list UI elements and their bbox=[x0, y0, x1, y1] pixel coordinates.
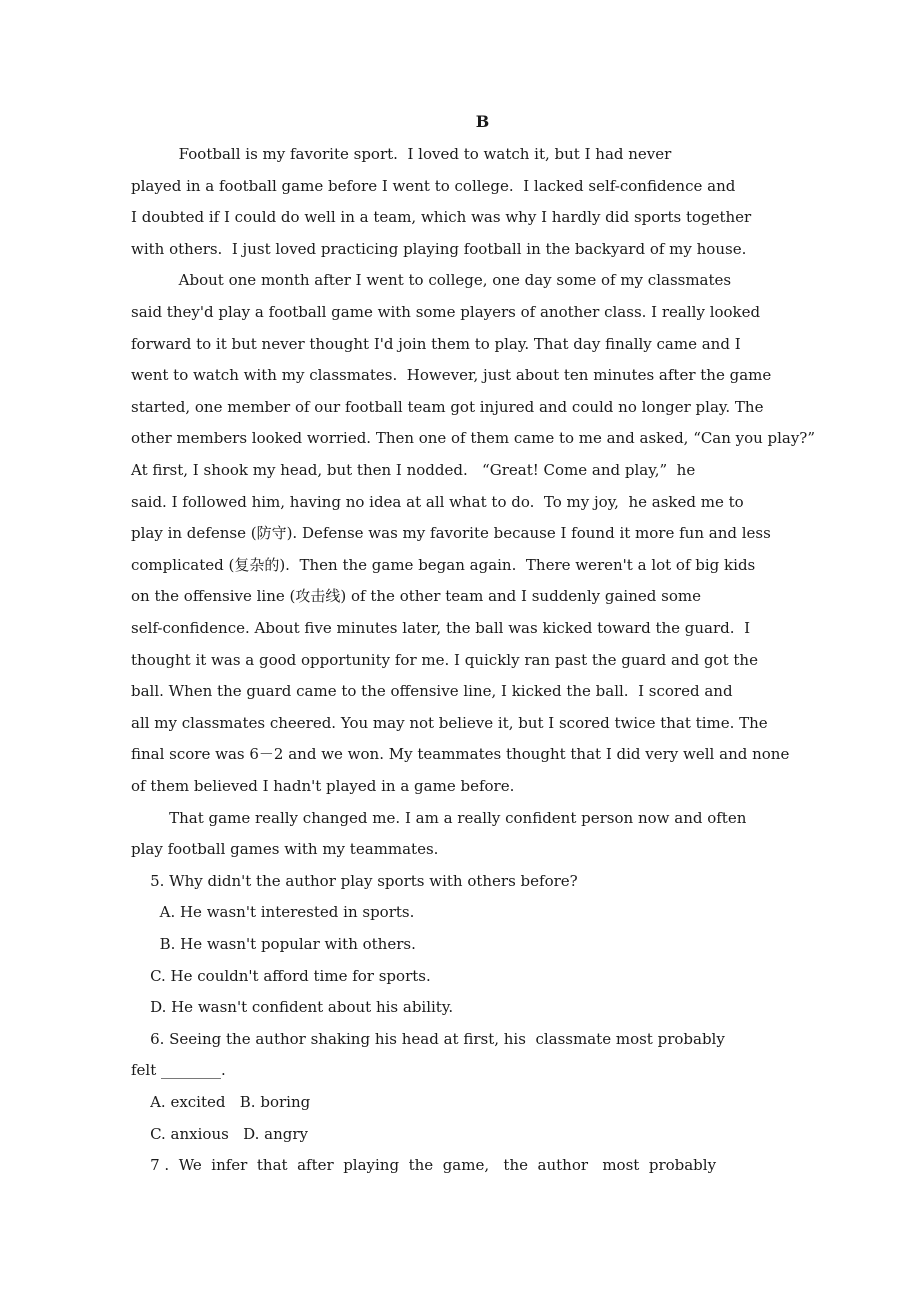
passage-line: At first, I shook my head, but then I nodded. “Great! Come and play,” he bbox=[131, 461, 696, 479]
passage-line: That game really changed me. I am a really confident person now and often bbox=[131, 808, 747, 827]
question-5-option-a: A. He wasn't interested in sports. bbox=[131, 903, 415, 922]
passage-line: play in defense (防守). Defense was my favorite because I found it more fun and less bbox=[131, 524, 771, 543]
passage-line: final score was 6－2 and we won. My teammates thought that I did very well and none bbox=[131, 745, 790, 764]
question-6: 6. Seeing the author shaking his head at first, his classmate most probably bbox=[131, 1029, 725, 1048]
passage-line: ball. When the guard came to the offensive line, I kicked the ball. I scored and bbox=[131, 682, 733, 701]
passage-line: forward to it but never thought I'd join them to play. That day finally came and I bbox=[131, 334, 741, 353]
passage-line: started, one member of our football team got injured and could no longer play. The bbox=[131, 397, 764, 416]
question-5-option-d: D. He wasn't confident about his ability. bbox=[131, 998, 454, 1017]
question-6-options-cd: C. anxious D. angry bbox=[131, 1124, 308, 1143]
question-5-option-c: C. He couldn't afford time for sports. bbox=[131, 966, 431, 985]
passage-line: I doubted if I could do well in a team, which was why I hardly did sports together bbox=[131, 208, 752, 227]
question-6-blank: felt ________. bbox=[131, 1061, 226, 1080]
passage-line: all my classmates cheered. You may not believe it, but I scored twice that time. The bbox=[131, 713, 768, 732]
passage-line: with others. I just loved practicing playing football in the backyard of my house. bbox=[131, 239, 747, 258]
question-5-option-b: B. He wasn't popular with others. bbox=[131, 935, 416, 953]
section-title: B bbox=[475, 112, 490, 131]
passage-line: said they'd play a football game with some players of another class. I really looked bbox=[131, 303, 761, 321]
passage-line: self-confidence. About five minutes later, the ball was kicked toward the guard. I bbox=[131, 619, 751, 637]
question-7: 7 . We infer that after playing the game, the author most probably bbox=[131, 1156, 717, 1175]
question-5: 5. Why didn't the author play sports with others before? bbox=[131, 871, 578, 890]
passage-line: complicated (复杂的). Then the game began again. There weren't a lot of big kids bbox=[131, 555, 756, 574]
passage-line: on the offensive line (攻击线) of the other team and I suddenly gained some bbox=[131, 587, 701, 606]
passage-line: other members looked worried. Then one of them came to me and asked, “Can you play?” bbox=[131, 429, 815, 448]
passage-line: went to watch with my classmates. However, just about ten minutes after the game bbox=[131, 366, 772, 385]
passage-line: Football is my favorite sport. I loved to watch it, but I had never bbox=[131, 145, 672, 163]
passage-line: thought it was a good opportunity for me. I quickly ran past the guard and got the bbox=[131, 650, 758, 669]
passage-line: play football games with my teammates. bbox=[131, 840, 439, 859]
passage-line: said. I followed him, having no idea at all what to do. To my joy, he asked me to bbox=[131, 492, 744, 511]
question-6-options-ab: A. excited B. boring bbox=[131, 1093, 311, 1111]
passage-line: played in a football game before I went to college. I lacked self-confidence and bbox=[131, 176, 736, 195]
passage-line: of them believed I hadn't played in a game before. bbox=[131, 777, 515, 795]
passage-line: About one month after I went to college, one day some of my classmates bbox=[131, 271, 732, 290]
